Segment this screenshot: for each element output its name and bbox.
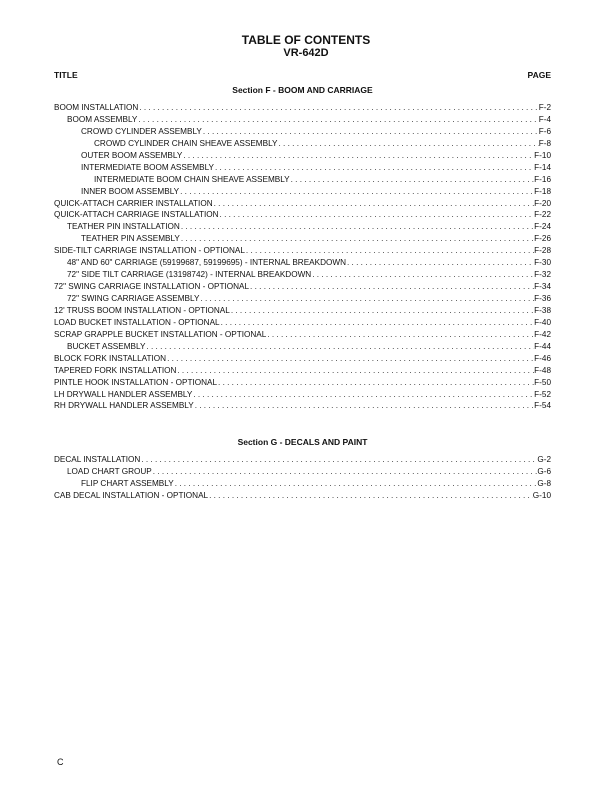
toc-entry-page: G-10 [532, 490, 551, 500]
toc-entry-page: G-2 [537, 455, 551, 464]
toc-entry[interactable] [54, 305, 551, 317]
toc-entry-title: INTERMEDIATE BOOM ASSEMBLY [81, 162, 214, 172]
dot-leader [140, 454, 537, 466]
document-title: TABLE OF CONTENTS [241, 33, 371, 47]
toc-entry-page: F-6 [538, 126, 551, 136]
toc-entry-title: TAPERED FORK INSTALLATION [54, 365, 177, 375]
toc-entry-title: FLIP CHART ASSEMBLY [81, 478, 174, 488]
toc-entry-title: SIDE-TILT CARRIAGE INSTALLATION - OPTIONAL [54, 246, 245, 256]
toc-entry-title: LOAD BUCKET INSTALLATION - OPTIONAL [54, 317, 220, 327]
toc-entry[interactable] [54, 329, 551, 341]
toc-entry-title: 72" SWING CARRIAGE INSTALLATION - OPTIONAL [54, 282, 250, 292]
toc-entry-title: CROWD CYLINDER ASSEMBLY [81, 126, 202, 136]
toc-entry-page: F-52 [534, 389, 551, 399]
dot-leader [278, 138, 539, 150]
toc-entry-page: F-32 [534, 270, 551, 280]
toc-entry-title: BOOM ASSEMBLY [67, 114, 138, 124]
section-f [54, 85, 551, 412]
dot-leader [266, 329, 534, 341]
toc-entry-title: OUTER BOOM ASSEMBLY [81, 150, 183, 160]
toc-entry[interactable] [54, 114, 551, 126]
toc-entry-page: F-4 [538, 114, 551, 124]
dot-leader [192, 389, 534, 401]
toc-entry-title: CAB DECAL INSTALLATION - OPTIONAL [54, 490, 209, 500]
toc-entry-page: F-54 [534, 401, 551, 411]
toc-entry-title: BOOM INSTALLATION [54, 103, 139, 112]
toc-entry-page: F-46 [534, 353, 551, 363]
toc-entry[interactable] [54, 162, 551, 174]
column-headers [54, 70, 551, 80]
dot-leader [213, 198, 535, 210]
toc-entry-title: INNER BOOM ASSEMBLY [81, 186, 180, 196]
toc-entry-page: F-38 [534, 305, 551, 315]
toc-entry-page: F-24 [534, 222, 551, 232]
dot-leader [219, 209, 535, 221]
toc-entry-page: F-30 [534, 258, 551, 268]
section-g [54, 437, 551, 502]
dot-leader [245, 245, 534, 257]
document-model: VR-642D [283, 47, 329, 59]
dot-leader [166, 353, 534, 365]
toc-entry-title: TEATHER PIN INSTALLATION [67, 222, 180, 232]
toc-entry-page: F-26 [534, 234, 551, 244]
toc-entry[interactable] [54, 389, 551, 401]
toc-entry[interactable] [54, 269, 551, 281]
dot-leader [182, 150, 534, 162]
toc-entry[interactable] [54, 150, 551, 162]
toc-entry-page: F-10 [534, 150, 551, 160]
dot-leader [214, 162, 534, 174]
toc-entry[interactable] [54, 209, 551, 221]
toc-entry-page: F-44 [534, 341, 551, 351]
toc-entry-page: G-6 [537, 466, 551, 476]
toc-entry[interactable] [54, 138, 551, 150]
toc-entry[interactable] [54, 490, 551, 502]
toc-entry-title: LOAD CHART GROUP [67, 466, 152, 476]
toc-entry-title: LH DRYWALL HANDLER ASSEMBLY [54, 389, 193, 399]
toc-entry-title: INTERMEDIATE BOOM CHAIN SHEAVE ASSEMBLY [94, 174, 290, 184]
toc-entry-title: 72" SWING CARRIAGE ASSEMBLY [67, 294, 200, 303]
dot-leader [180, 221, 534, 233]
page-column-header: PAGE [527, 70, 551, 80]
toc-entry-page: F-34 [534, 282, 551, 292]
section-f-entries [54, 102, 551, 412]
dot-leader [202, 126, 539, 138]
toc-entry-page: F-22 [534, 210, 551, 220]
toc-entry-page: F-14 [534, 162, 551, 172]
toc-entry-page: F-8 [538, 138, 551, 148]
toc-entry-page: F-20 [534, 198, 551, 208]
toc-entry[interactable] [54, 257, 551, 269]
toc-entry-page: F-18 [534, 186, 551, 196]
toc-entry[interactable] [54, 186, 551, 198]
toc-entry-title: BUCKET ASSEMBLY [67, 341, 146, 351]
dot-leader [174, 478, 538, 490]
toc-entry-page: F-50 [534, 377, 551, 387]
toc-entry[interactable] [54, 341, 551, 353]
toc-entry[interactable] [54, 365, 551, 377]
dot-leader [137, 114, 538, 126]
toc-entry[interactable] [54, 293, 551, 305]
toc-entry[interactable] [54, 102, 551, 114]
toc-entry[interactable] [54, 353, 551, 365]
toc-entry-page: F-40 [534, 317, 551, 327]
toc-entry-page: F-2 [538, 103, 551, 112]
toc-entry-title: 12' TRUSS BOOM INSTALLATION - OPTIONAL [54, 305, 230, 315]
toc-entry-title: RH DRYWALL HANDLER ASSEMBLY [54, 401, 194, 411]
dot-leader [176, 365, 534, 377]
toc-entry-title: DECAL INSTALLATION [54, 455, 141, 464]
dot-leader [208, 490, 533, 502]
toc-entry[interactable] [54, 233, 551, 245]
toc-entry[interactable] [54, 377, 551, 389]
dot-leader [346, 257, 534, 269]
toc-entry-title: QUICK-ATTACH CARRIER INSTALLATION [54, 198, 213, 208]
dot-leader [179, 186, 534, 198]
toc-entry-title: 48" AND 60" CARRIAGE (59199687, 59199695) - INTERNAL BREAKDOWN [67, 258, 346, 268]
section-g-entries [54, 454, 551, 502]
toc-entry[interactable] [54, 245, 551, 257]
toc-entry[interactable] [54, 454, 551, 466]
dot-leader [194, 400, 534, 412]
toc-entry-page: G-8 [537, 478, 551, 488]
toc-entry[interactable] [54, 221, 551, 233]
section-f-heading: Section F - BOOM AND CARRIAGE [232, 85, 373, 95]
toc-entry-page: F-28 [534, 246, 551, 256]
page-marker: C [57, 757, 64, 767]
toc-entry-title: TEATHER PIN ASSEMBLY [81, 234, 180, 244]
dot-leader [199, 293, 534, 305]
dot-leader [230, 305, 534, 317]
toc-entry-page: F-42 [534, 329, 551, 339]
toc-entry-title: BLOCK FORK INSTALLATION [54, 353, 167, 363]
dot-leader [217, 377, 534, 389]
dot-leader [220, 317, 535, 329]
toc-entry-page: F-36 [534, 294, 551, 303]
dot-leader [311, 269, 534, 281]
toc-entry[interactable] [54, 174, 551, 186]
title-column-header: TITLE [54, 70, 78, 80]
toc-entry-page: F-48 [534, 365, 551, 375]
toc-entry-page: F-16 [534, 174, 551, 184]
dot-leader [152, 466, 538, 478]
dot-leader [180, 233, 534, 245]
dot-leader [138, 102, 538, 114]
dot-leader [249, 281, 534, 293]
section-g-heading: Section G - DECALS AND PAINT [237, 437, 368, 447]
toc-entry-title: PINTLE HOOK INSTALLATION - OPTIONAL [54, 377, 218, 387]
toc-entry[interactable] [54, 400, 551, 412]
toc-entry[interactable] [54, 466, 551, 478]
dot-leader [290, 174, 535, 186]
toc-entry-title: SCRAP GRAPPLE BUCKET INSTALLATION - OPTIONAL [54, 329, 267, 339]
dot-leader [145, 341, 534, 353]
toc-entry-title: QUICK-ATTACH CARRIAGE INSTALLATION [54, 210, 219, 220]
toc-entry[interactable] [54, 281, 551, 293]
document-header [0, 33, 612, 60]
toc-entry[interactable] [54, 478, 551, 490]
toc-entry-title: 72" SIDE TILT CARRIAGE (13198742) - INTERNAL BREAKDOWN [67, 270, 312, 280]
toc-entry[interactable] [54, 126, 551, 138]
toc-entry[interactable] [54, 198, 551, 210]
toc-entry-title: CROWD CYLINDER CHAIN SHEAVE ASSEMBLY [94, 138, 278, 148]
toc-entry[interactable] [54, 317, 551, 329]
